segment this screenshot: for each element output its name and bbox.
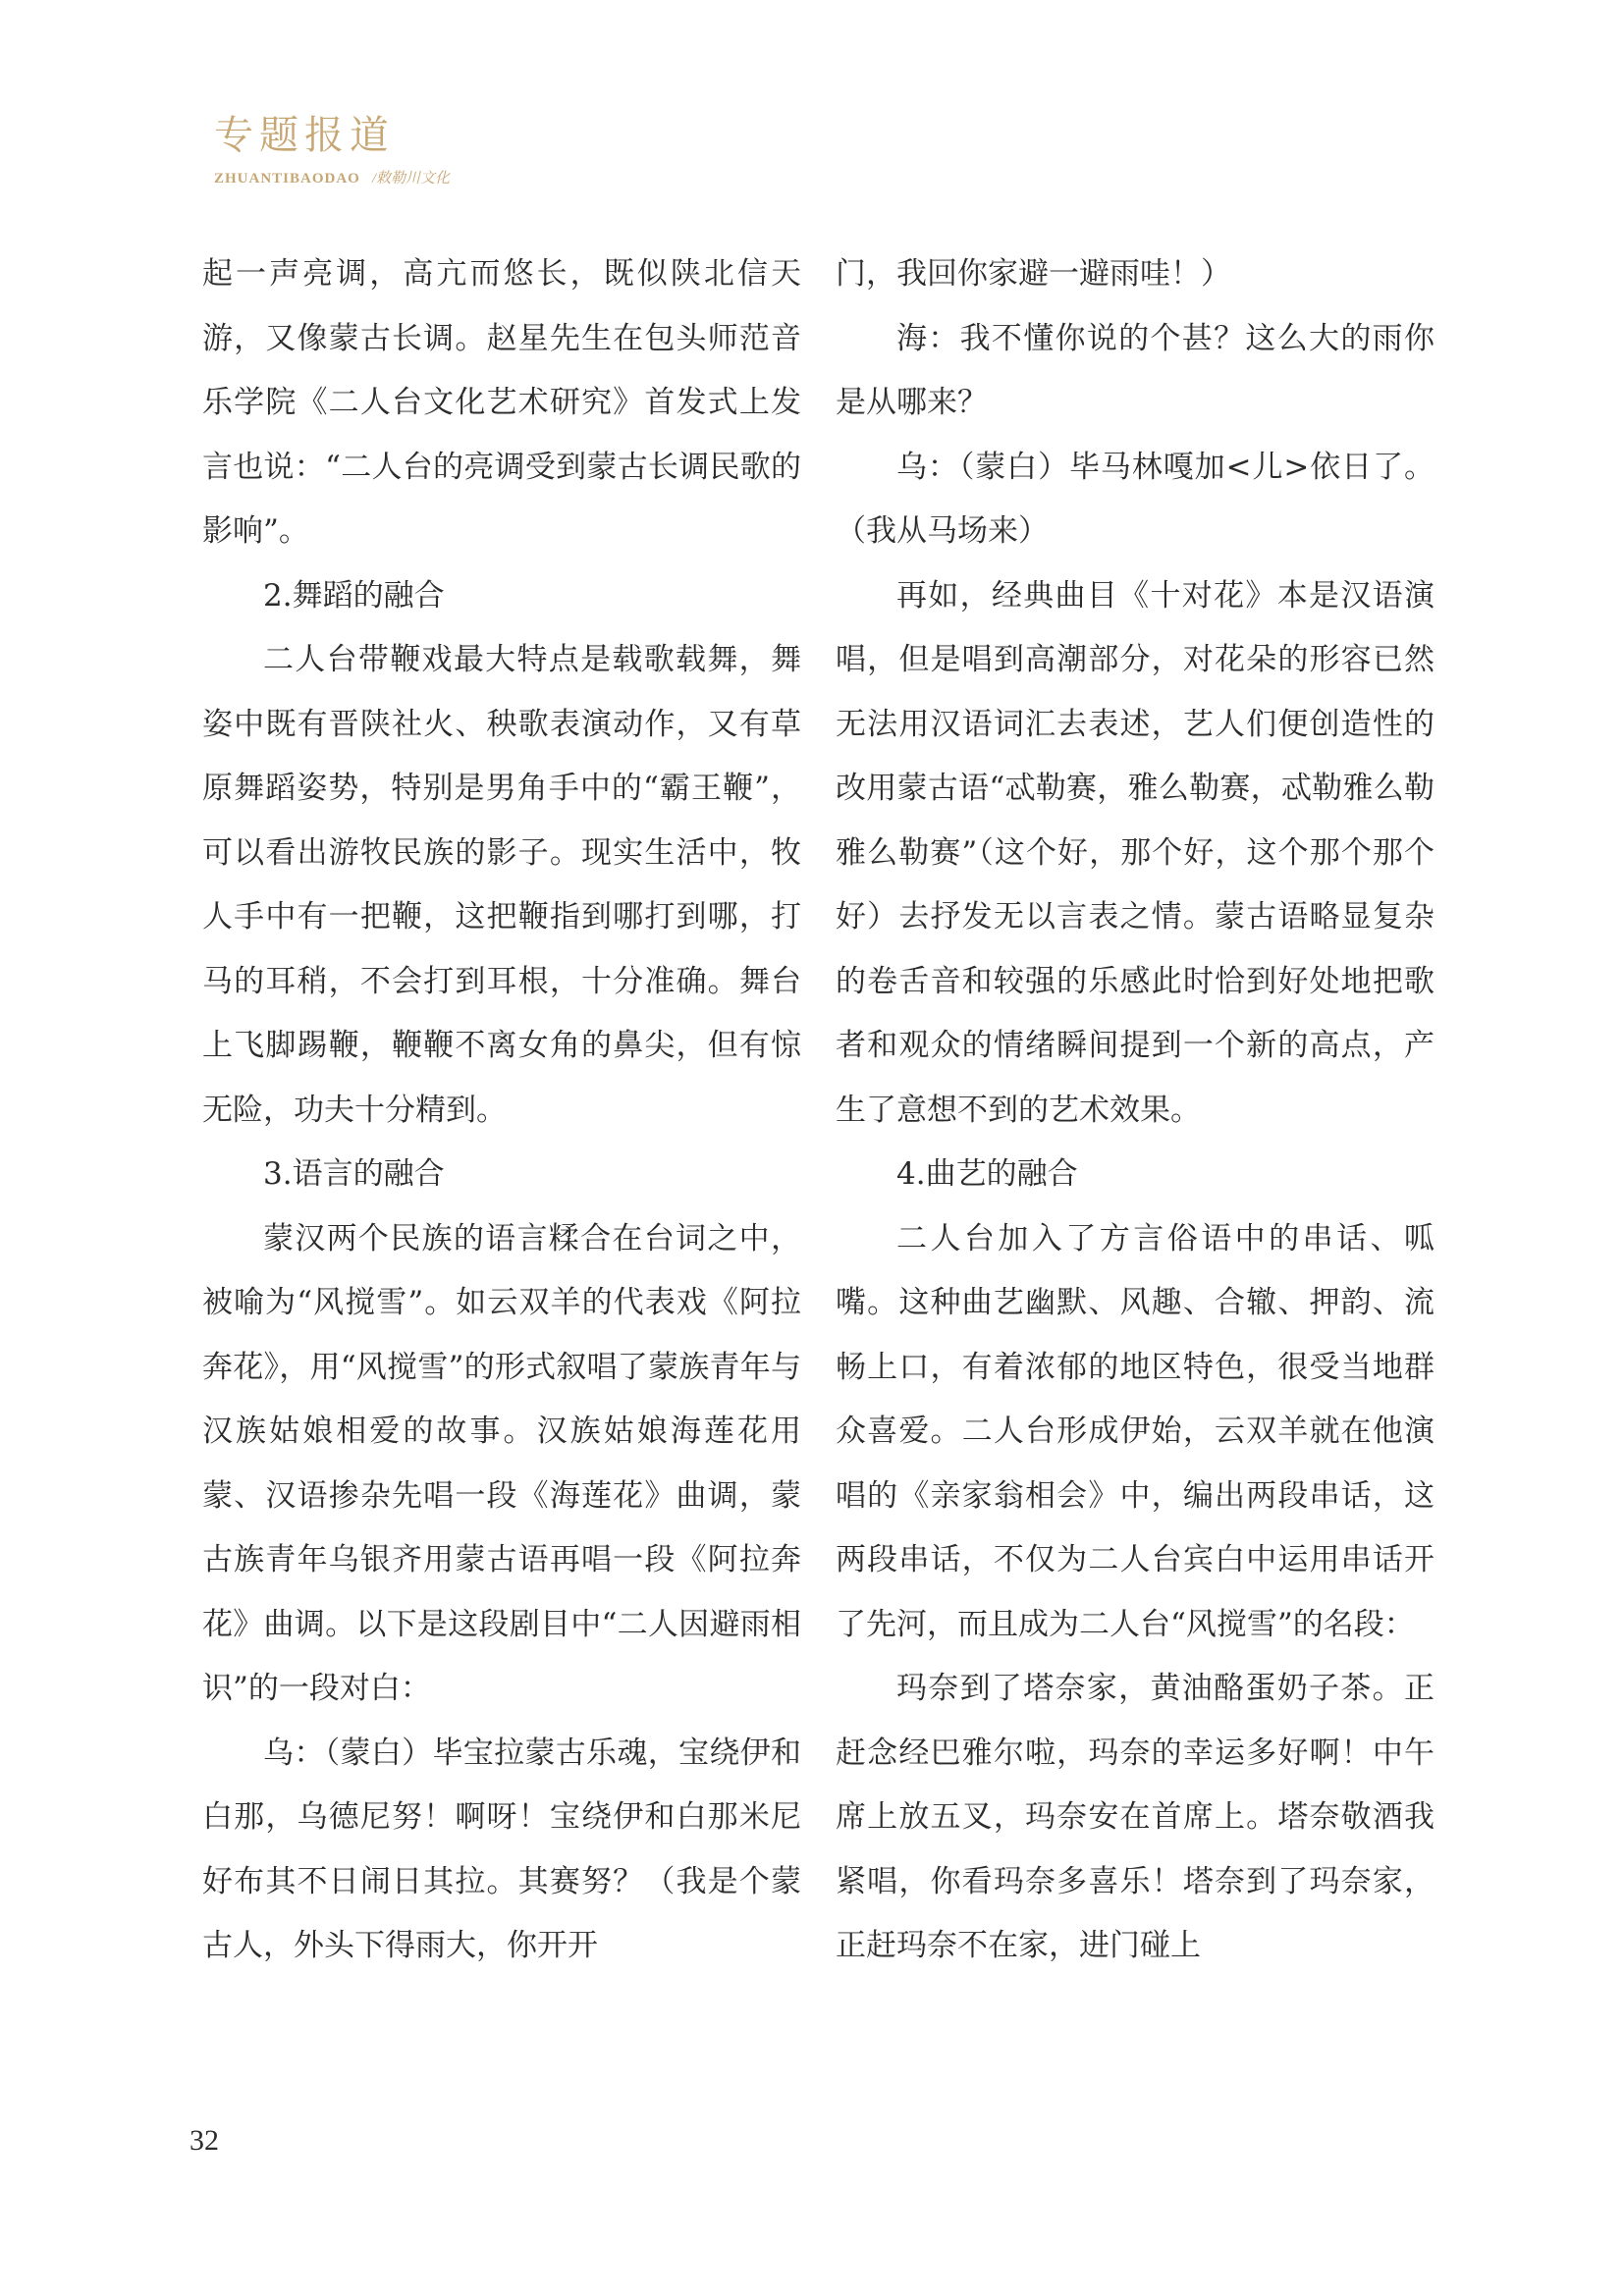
subheading-language: 3.语言的融合 bbox=[263, 1156, 445, 1192]
dialogue-line: 乌：（蒙白）毕宝拉蒙古乐魂，宝绕伊和白那，乌德尼努！啊呀！宝绕伊和白那米尼好布其不日闹日其拉。其赛努？（我是个蒙古人，外头下得雨大，你开开 bbox=[202, 1735, 801, 1963]
section-title: 专题报道 bbox=[214, 113, 395, 158]
paragraph: 起一声亮调，高亢而悠长，既似陕北信天游，又像蒙古长调。赵星先生在包头师范音乐学院《二人台文化艺术研究》首发式上发言也说：“二人台的亮调受到蒙古长调民歌的影响”。 bbox=[202, 256, 801, 549]
section-name: /敕勒川文化 bbox=[371, 171, 451, 187]
paragraph: 二人台加入了方言俗语中的串话、呱嘴。这种曲艺幽默、风趣、合辙、押韵、流畅上口，有着浓郁的地区特色，很受当地群众喜爱。二人台形成伊始，云双羊就在他演唱的《亲家翁相会》中，编出两段串话，这两段串话，不仅为二人台宾白中运用串话开了先河，而且成为二人台“风搅雪”的名段： bbox=[836, 1220, 1435, 1642]
left-column bbox=[202, 242, 801, 1979]
page-header bbox=[214, 110, 450, 187]
right-column bbox=[836, 242, 1435, 1979]
page-number: 32 bbox=[189, 2124, 219, 2157]
paragraph: 再如，经典曲目《十对花》本是汉语演唱，但是唱到高潮部分，对花朵的形容已然无法用汉语词汇去表述，艺人们便创造性的改用蒙古语“忒勒赛，雅么勒赛，忒勒雅么勒雅么勒赛”（这个好，那个好，这个那个那个好）去抒发无以言表之情。蒙古语略显复杂的卷舌音和较强的乐感此时恰到好处地把歌者和观众的情绪瞬间提到一个新的高点，产生了意想不到的艺术效果。 bbox=[836, 577, 1435, 1128]
subheading-quyi: 4.曲艺的融合 bbox=[896, 1156, 1078, 1192]
dialogue-line: 门，我回你家避一避雨哇！） bbox=[836, 256, 1231, 292]
dialogue-line: 海：我不懂你说的个甚？这么大的雨你是从哪来？ bbox=[836, 320, 1435, 420]
subheading-dance: 2.舞蹈的融合 bbox=[263, 577, 445, 614]
verse-paragraph: 玛奈到了塔奈家，黄油酪蛋奶子茶。正赶念经巴雅尔啦，玛奈的幸运多好啊！中午席上放五叉，玛奈安在首席上。塔奈敬酒我紧唱，你看玛奈多喜乐！塔奈到了玛奈家，正赶玛奈不在家，进门碰上 bbox=[836, 1671, 1435, 1963]
section-subtitle bbox=[214, 167, 450, 187]
section-latin: ZHUANTIBAODAO bbox=[214, 171, 360, 187]
paragraph: 蒙汉两个民族的语言糅合在台词之中，被喻为“风搅雪”。如云双羊的代表戏《阿拉奔花》，用“风搅雪”的形式叙唱了蒙族青年与汉族姑娘相爱的故事。汉族姑娘海莲花用蒙、汉语掺杂先唱一段《海莲花》曲调，蒙古族青年乌银齐用蒙古语再唱一段《阿拉奔花》曲调。以下是这段剧目中“二人因避雨相识”的一段对白： bbox=[202, 1220, 801, 1706]
dialogue-line: 乌：（蒙白）毕马林嘎加<儿>依日了。（我从马场来） bbox=[836, 449, 1435, 549]
paragraph: 二人台带鞭戏最大特点是载歌载舞，舞姿中既有晋陕社火、秧歌表演动作，又有草原舞蹈姿势，特别是男角手中的“霸王鞭”，可以看出游牧民族的影子。现实生活中，牧人手中有一把鞭，这把鞭指到哪打到哪，打马的耳稍，不会打到耳根，十分准确。舞台上飞脚踢鞭，鞭鞭不离女角的鼻尖，但有惊无险，功夫十分精到。 bbox=[202, 642, 801, 1128]
